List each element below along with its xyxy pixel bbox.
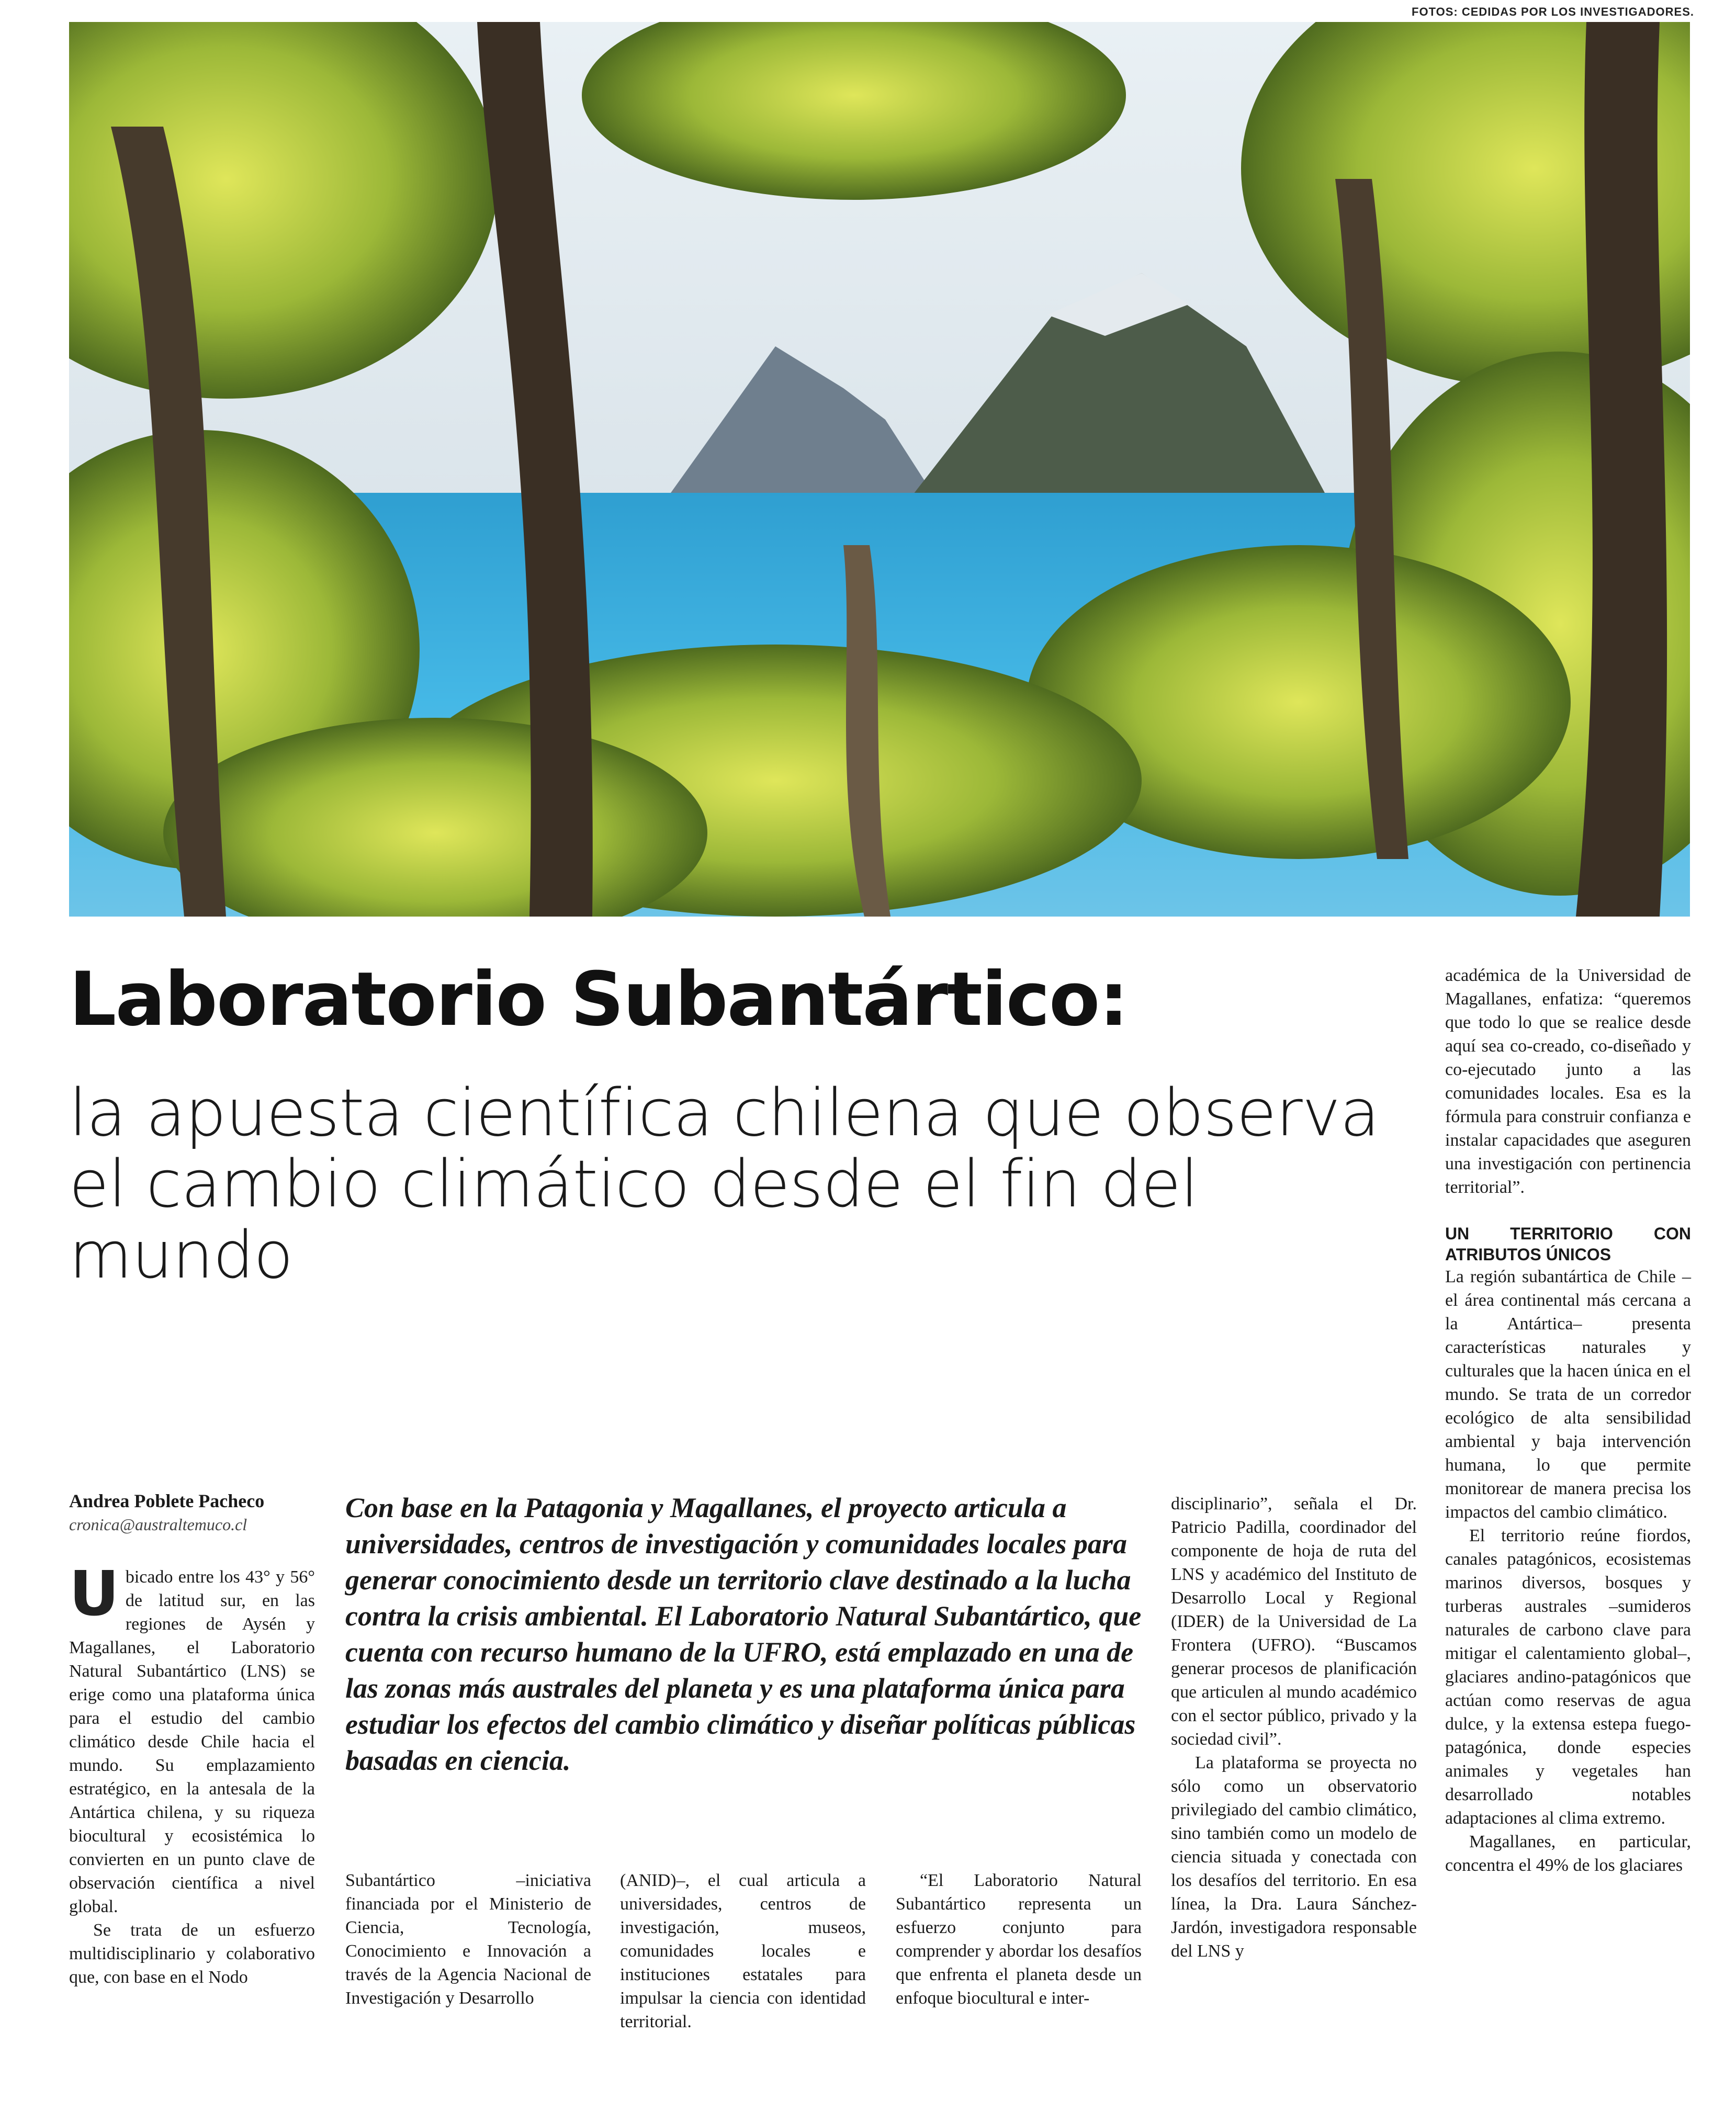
body-column-3 <box>620 1869 866 2033</box>
byline <box>69 1490 320 1534</box>
author-email[interactable]: cronica@australtemuco.cl <box>69 1515 247 1534</box>
body-column-2 <box>345 1869 591 2010</box>
author-name: Andrea Poblete Pacheco <box>69 1490 265 1511</box>
body-paragraph: Subantártico –iniciativa financiada por el Ministerio de Ciencia, Tecnología, Conocimiento e Innovación a través de la Agencia Nacional de Investigación y Desarrollo <box>345 1871 591 2008</box>
body-column-6 <box>1445 964 1691 1877</box>
dropcap: U <box>69 1557 119 1630</box>
lead-paragraph: Con base en la Patagonia y Magallanes, el proyecto articula a universidades, centros de investigación y comunidades locales para generar conocimiento desde un territorio clave destinado a la lucha contra la crisis ambiental. El Laboratorio Natural Subantártico, que cuenta con recurso humano de la UFRO, está emplazado en una de las zonas más australes del planeta y es una plataforma única para estudiar los efectos del cambio climático y diseñar políticas públicas basadas en ciencia. <box>345 1492 1142 1776</box>
body-paragraph: La plataforma se proyecta no sólo como un observatorio privilegiado del cambio climático, sino también como un modelo de ciencia situada y conectada con los desafíos del territorio. En esa línea, la Dra. Laura Sánchez-Jardón, investigadora responsable del LNS y <box>1171 1753 1417 1961</box>
body-column-1 <box>69 1557 315 1989</box>
body-paragraph: La región subantártica de Chile –el área continental más cercana a la Antártica– presenta características naturales y culturales que la hacen única en el mundo. Se trata de un corredor ecológico de alta sensibilidad ambiental y baja intervención humana, lo que permite monitorear de manera precisa los impactos del cambio climático. <box>1445 1267 1691 1522</box>
body-column-4 <box>896 1869 1142 2010</box>
body-paragraph: Se trata de un esfuerzo multidisciplinario y colaborativo que, con base en el Nodo <box>69 1920 315 1987</box>
body-paragraph: académica de la Universidad de Magallanes, enfatiza: “queremos que todo lo que se realice desde aquí sea co-creado, co-diseñado y co-ejecutado junto a las comunidades locales. Esa es la fórmula para construir confianza e instalar capacidades que aseguren una investigación con pertinencia territorial”. <box>1445 966 1691 1197</box>
body-paragraph: disciplinario”, señala el Dr. Patricio Padilla, coordinador del componente de hoja de ruta del LNS y académico del Instituto de Desarrollo Local y Regional (IDER) de la Universidad de La Frontera (UFRO). “Buscamos generar procesos de planificación que articulen al mundo académico con el sector público, privado y la sociedad civil”. <box>1171 1494 1417 1749</box>
body-paragraph: Ubicado entre los 43° y 56° de latitud sur, en las regiones de Aysén y Magallanes, el Laboratorio Natural Subantártico (LNS) se erige como una plataforma única para el estudio del cambio climático desde Chile hacia el mundo. Su emplazamiento estratégico, en la antesala de la Antártica chilena, y su riqueza biocultural y ecosistémica lo convierten en un punto clave de observación científica a nivel global. <box>69 1557 315 1916</box>
body-column-5 <box>1171 1492 1417 1963</box>
body-paragraph: “El Laboratorio Natural Subantártico representa un esfuerzo conjunto para comprender y abordar los desafíos que enfrenta el planeta desde un enfoque biocultural e inter- <box>896 1871 1142 2008</box>
lake-forest-photo <box>69 22 1690 917</box>
body-paragraph: El territorio reúne fiordos, canales patagónicos, ecosistemas marinos diversos, bosques y turberas australes –sumideros naturales de carbono clave para mitigar el calentamiento global–, glaciares andino-patagónicos que actúan como reservas de agua dulce, y la extensa estepa fuego-patagónica, donde especies animales y vegetales han desarrollado notables adaptaciones al clima extremo. <box>1445 1526 1691 1828</box>
headline: Laboratorio Subantártico: <box>69 956 1128 1043</box>
section-heading: UN TERRITORIO CON ATRIBUTOS ÚNICOS <box>1445 1224 1691 1264</box>
subheadline: la apuesta científica chilena que observa el cambio climático desde el fin del mundo <box>69 1076 1380 1293</box>
body-paragraph: (ANID)–, el cual articula a universidades, centros de investigación, museos, comunidades locales e instituciones estatales para impulsar la ciencia con identidad territorial. <box>620 1871 866 2031</box>
photo-credit: FOTOS: CEDIDAS POR LOS INVESTIGADORES. <box>1412 5 1694 18</box>
body-paragraph: Magallanes, en particular, concentra el 49% de los glaciares <box>1445 1832 1691 1875</box>
